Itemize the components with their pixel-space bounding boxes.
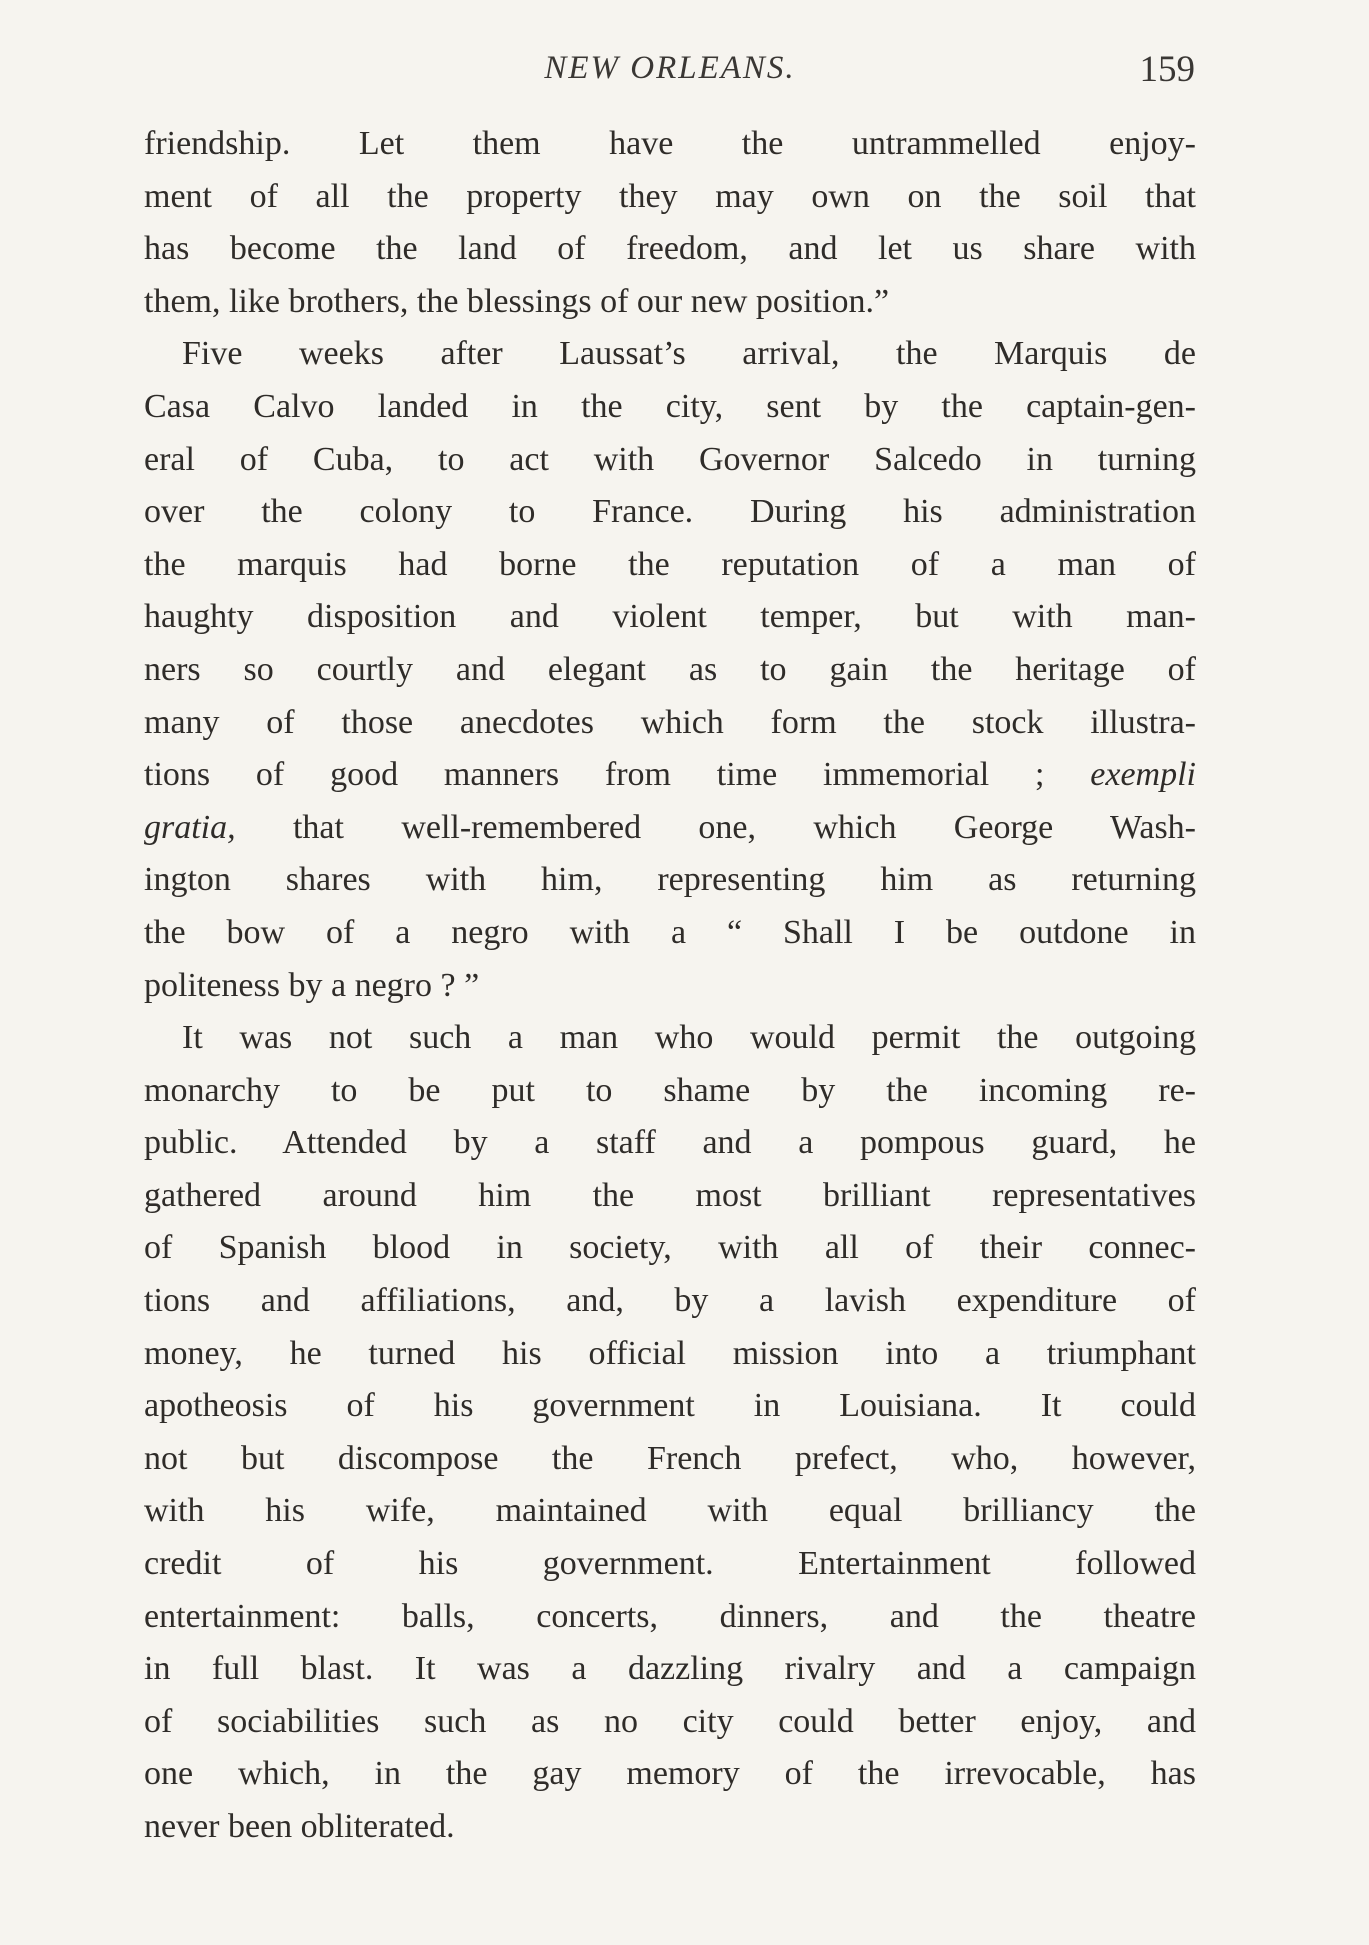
text-line: haughty disposition and violent temper, but with man- <box>144 598 1196 636</box>
text-line: tions and affiliations, and, by a lavish expenditure of <box>144 1282 1196 1320</box>
text-line: public. Attended by a staff and a pompous guard, he <box>144 1124 1196 1162</box>
text-line: not but discompose the French prefect, who, however, <box>144 1439 1196 1477</box>
text-line: in full blast. It was a dazzling rivalry and a campaign <box>144 1650 1196 1688</box>
text-line: has become the land of freedom, and let us share with <box>144 230 1196 268</box>
text-line: of Spanish blood in society, with all of their connec- <box>144 1229 1196 1267</box>
text-line: ment of all the property they may own on the soil that <box>144 177 1196 215</box>
text-line: ners so courtly and elegant as to gain the heritage of <box>144 650 1196 688</box>
text-line: ington shares with him, representing him as returning <box>144 861 1196 899</box>
text-line-with-italic <box>144 802 1196 855</box>
text-line: politeness by a negro ? ” <box>144 966 480 1004</box>
text-line: money, he turned his official mission into a triumphant <box>144 1334 1196 1372</box>
text-line: them, like brothers, the blessings of our new position.” <box>144 282 890 320</box>
text-segment: that well-remembered one, which George Wash- <box>292 808 1196 846</box>
text-line: credit of his government. Entertainment followed <box>144 1545 1196 1583</box>
text-line: gathered around him the most brilliant representatives <box>144 1176 1196 1214</box>
text-segment: tions of good manners from time immemorial ; <box>144 756 1045 794</box>
paragraph-start-line: It was not such a man who would permit the outgoing <box>182 1019 1196 1057</box>
body-text <box>144 118 1196 1854</box>
text-line: monarchy to be put to shame by the incoming re- <box>144 1071 1196 1109</box>
text-line: one which, in the gay memory of the irrevocable, has <box>144 1755 1196 1793</box>
text-line: many of those anecdotes which form the stock illustra- <box>144 703 1196 741</box>
text-line-with-italic <box>144 749 1196 802</box>
text-line: Casa Calvo landed in the city, sent by the captain-gen- <box>144 387 1196 425</box>
text-line: never been obliterated. <box>144 1808 455 1845</box>
text-line: with his wife, maintained with equal brilliancy the <box>144 1492 1196 1530</box>
paragraph-start-line: Five weeks after Laussat’s arrival, the Marquis de <box>182 335 1196 373</box>
italic-phrase: exempli <box>1090 756 1196 794</box>
italic-phrase: gratia, <box>144 808 236 846</box>
text-line: the marquis had borne the reputation of a man of <box>144 545 1196 583</box>
text-line: the bow of a negro with a “ Shall I be outdone in <box>144 913 1196 951</box>
running-head: NEW ORLEANS. <box>544 50 796 86</box>
text-line: entertainment: balls, concerts, dinners, and the theatre <box>144 1597 1196 1635</box>
page-header <box>145 46 1195 94</box>
text-line: apotheosis of his government in Louisiana. It could <box>144 1387 1196 1425</box>
page-number: 159 <box>1139 49 1195 90</box>
text-line: over the colony to France. During his administration <box>144 493 1196 531</box>
text-line: of sociabilities such as no city could better enjoy, and <box>144 1702 1196 1740</box>
text-line: friendship. Let them have the untrammelled enjoy- <box>144 125 1196 162</box>
text-line: eral of Cuba, to act with Governor Salcedo in turning <box>144 440 1196 478</box>
